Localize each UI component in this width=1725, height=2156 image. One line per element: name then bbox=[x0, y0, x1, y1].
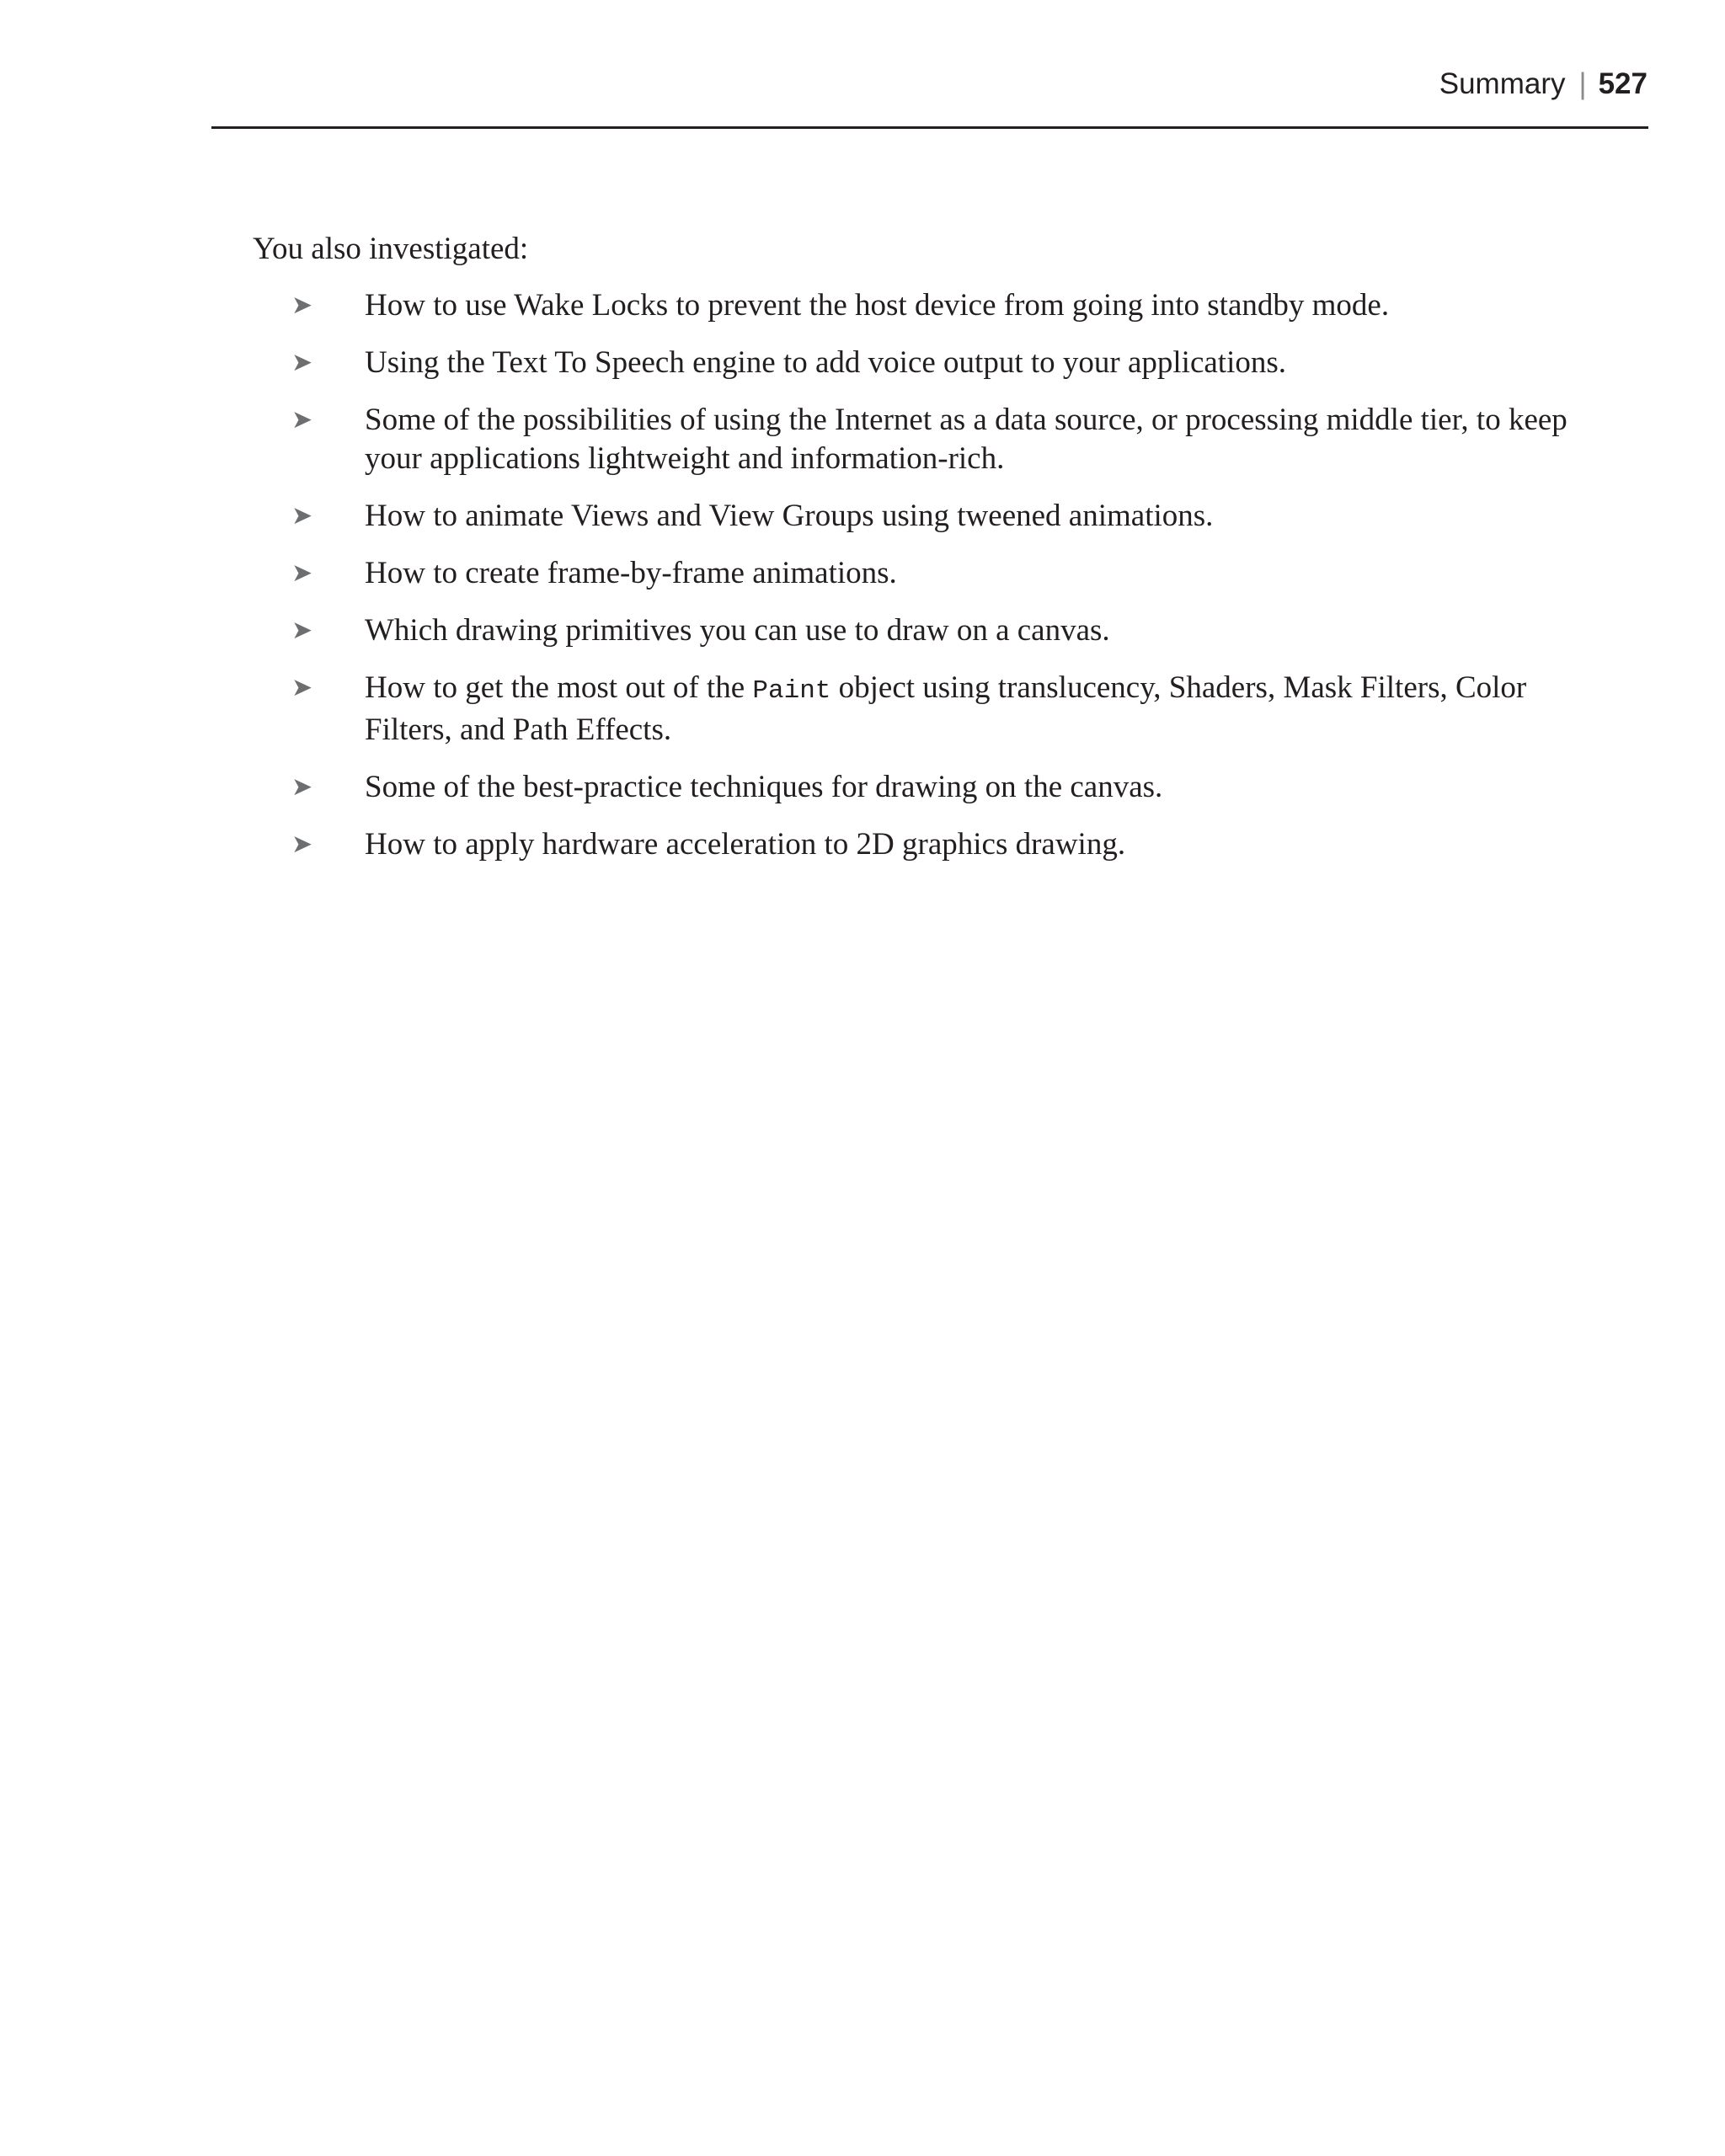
list-item-text: Some of the best-practice techniques for drawing on the canvas. bbox=[365, 770, 1163, 804]
list-item bbox=[0, 286, 1725, 325]
list-item bbox=[0, 554, 1725, 593]
list-item-text-after: object using translucency, Shaders, Mask Filters, Color Filters, and Path Effects. bbox=[365, 670, 1527, 747]
list-item bbox=[0, 611, 1725, 650]
arrow-bullet-icon: ➤ bbox=[291, 772, 313, 802]
list-item-text bbox=[365, 670, 1526, 747]
list-item bbox=[0, 401, 1725, 478]
arrow-bullet-icon: ➤ bbox=[291, 616, 313, 645]
arrow-bullet-icon: ➤ bbox=[291, 673, 313, 702]
list-item bbox=[0, 497, 1725, 536]
list-item bbox=[0, 825, 1725, 864]
list-item bbox=[0, 669, 1725, 750]
list-item-text: How to animate Views and View Groups using tweened animations. bbox=[365, 499, 1214, 533]
list-item-text: Using the Text To Speech engine to add voice output to your applications. bbox=[365, 345, 1286, 380]
list-item-text: Which drawing primitives you can use to draw on a canvas. bbox=[365, 613, 1110, 648]
inline-code-paint: Paint bbox=[752, 676, 831, 706]
list-item bbox=[0, 768, 1725, 807]
arrow-bullet-icon: ➤ bbox=[291, 830, 313, 859]
arrow-bullet-icon: ➤ bbox=[291, 291, 313, 320]
intro-paragraph: You also investigated: bbox=[253, 232, 529, 266]
section-title: Summary bbox=[1439, 67, 1566, 100]
arrow-bullet-icon: ➤ bbox=[291, 558, 313, 588]
header-separator: | bbox=[1578, 67, 1587, 100]
arrow-bullet-icon: ➤ bbox=[291, 501, 313, 531]
list-item-text: How to apply hardware acceleration to 2D graphics drawing. bbox=[365, 827, 1126, 862]
list-item-text: How to create frame-by-frame animations. bbox=[365, 556, 897, 590]
list-item-text: How to use Wake Locks to prevent the host device from going into standby mode. bbox=[365, 288, 1390, 323]
summary-bullet-list bbox=[0, 286, 1725, 883]
arrow-bullet-icon: ➤ bbox=[291, 348, 313, 377]
list-item-text-before: How to get the most out of the bbox=[365, 670, 753, 705]
running-header bbox=[1439, 64, 1648, 104]
list-item-text: Some of the possibilities of using the Internet as a data source, or processing middle tier, to keep your applications lightweight and information-rich. bbox=[365, 403, 1567, 476]
page-number: 527 bbox=[1598, 67, 1648, 100]
list-item bbox=[0, 344, 1725, 382]
arrow-bullet-icon: ➤ bbox=[291, 405, 313, 435]
header-rule bbox=[211, 126, 1648, 129]
